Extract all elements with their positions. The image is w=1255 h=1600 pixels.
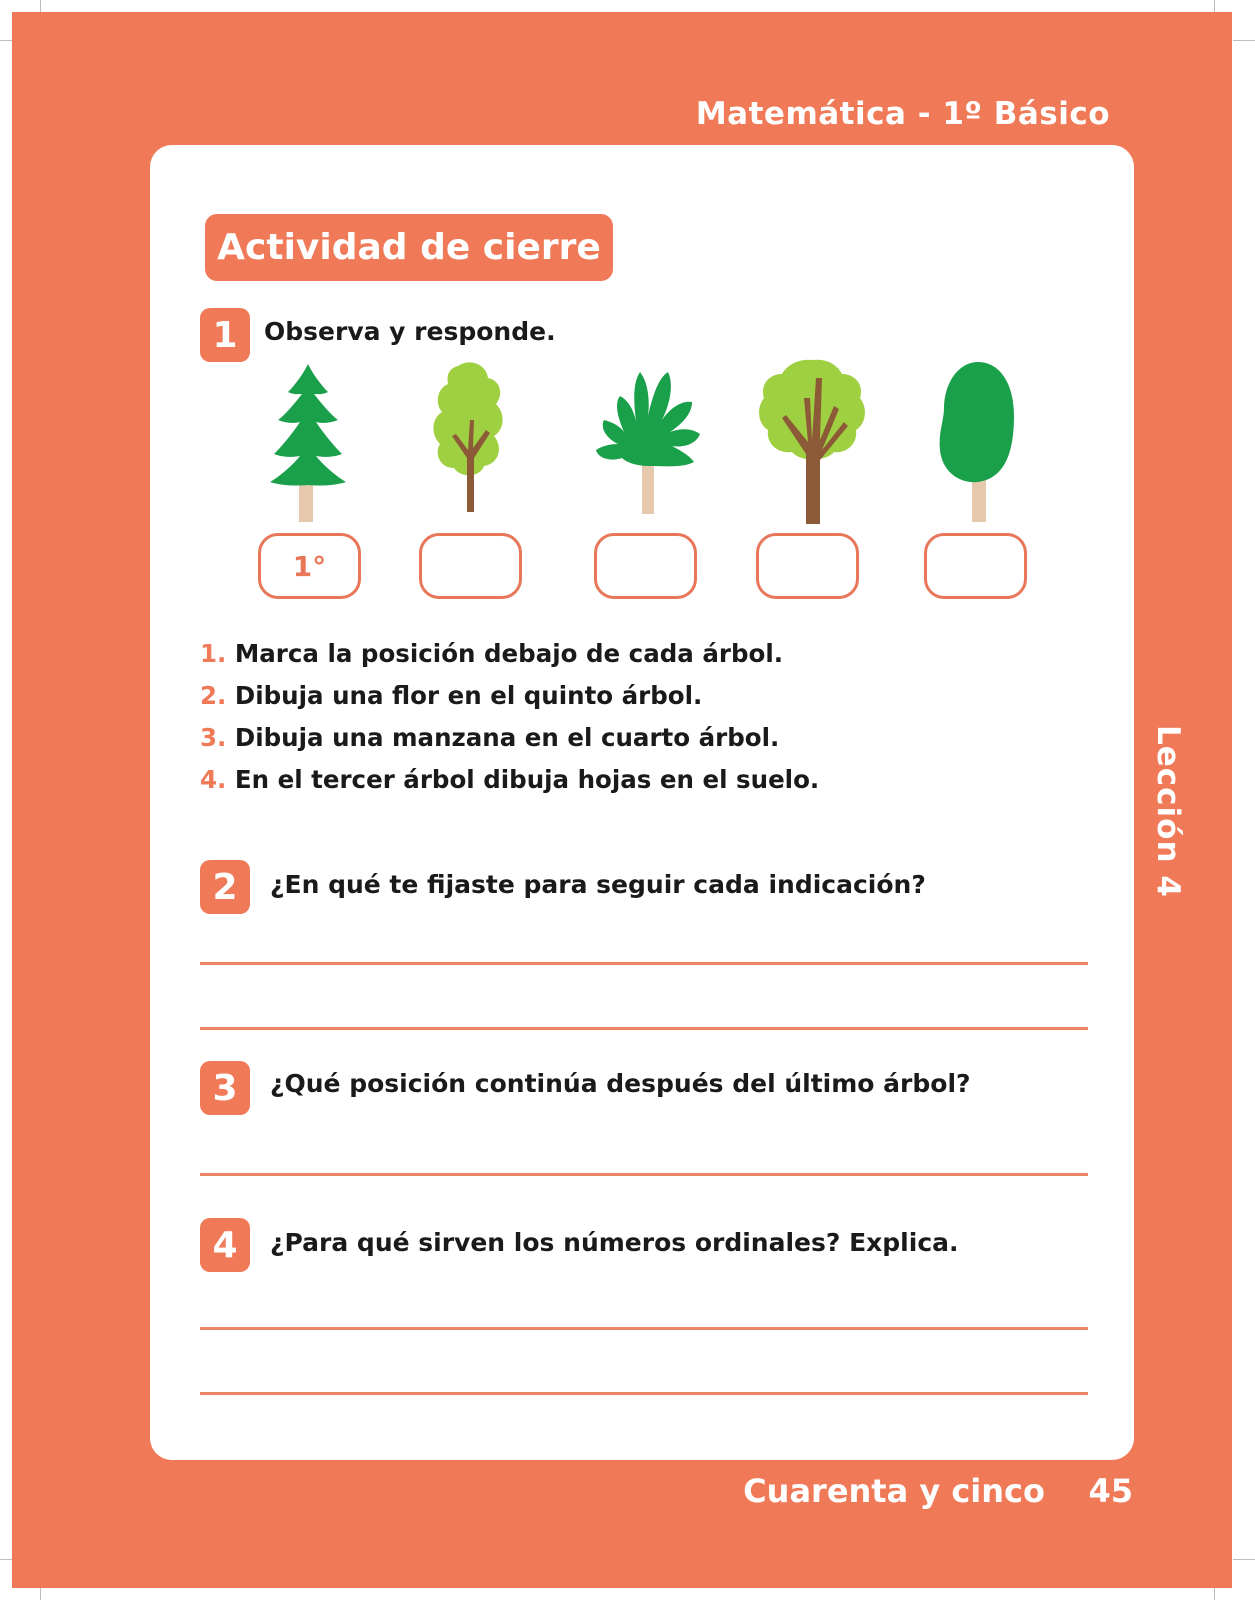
instruction-item (200, 762, 819, 804)
question-2-number: 2 (200, 860, 250, 914)
lesson-side-label: Lección 4 (1150, 725, 1186, 898)
instruction-text: Dibuja una flor en el quinto árbol. (234, 681, 703, 710)
instruction-list (200, 636, 819, 804)
position-answer-box[interactable] (419, 533, 522, 599)
question-4-text: ¿Para qué sirven los números ordinales? Explica. (270, 1228, 959, 1257)
position-answer-box[interactable] (756, 533, 859, 599)
instruction-text: Dibuja una manzana en el cuarto árbol. (234, 723, 780, 752)
oval-tree-icon (938, 360, 1018, 522)
answer-line[interactable] (200, 1327, 1088, 1330)
round-tree-icon (758, 358, 868, 524)
position-answer-box[interactable]: 1° (258, 533, 361, 599)
instruction-item (200, 720, 819, 762)
instruction-item (200, 636, 819, 678)
instruction-text: Marca la posición debajo de cada árbol. (234, 639, 784, 668)
page-number: 45 (1088, 1472, 1133, 1510)
instruction-item (200, 678, 819, 720)
crop-mark (1233, 1559, 1255, 1560)
instruction-text: En el tercer árbol dibuja hojas en el suelo. (234, 765, 820, 794)
question-1-number: 1 (200, 308, 250, 362)
question-3-number: 3 (200, 1061, 250, 1115)
question-4-number: 4 (200, 1218, 250, 1272)
answer-line[interactable] (200, 1173, 1088, 1176)
page-header-title: Matemática - 1º Básico (695, 96, 1110, 132)
instruction-number: 4. (200, 765, 227, 794)
question-2-text: ¿En qué te fijaste para seguir cada indicación? (270, 870, 926, 899)
answer-line[interactable] (200, 1027, 1088, 1030)
page-number-words: Cuarenta y cinco (743, 1472, 1045, 1510)
position-answer-box[interactable] (594, 533, 697, 599)
answer-line[interactable] (200, 1392, 1088, 1395)
pine-tree-icon (268, 362, 348, 522)
light-green-tree-icon (430, 360, 510, 520)
leafy-tree-icon (596, 362, 706, 514)
instruction-number: 3. (200, 723, 227, 752)
answer-line[interactable] (200, 962, 1088, 965)
activity-banner: Actividad de cierre (205, 214, 613, 281)
question-1-text: Observa y responde. (264, 317, 556, 346)
position-answer-box[interactable] (924, 533, 1027, 599)
instruction-number: 2. (200, 681, 227, 710)
question-3-text: ¿Qué posición continúa después del último árbol? (270, 1069, 971, 1098)
crop-mark (1233, 40, 1255, 41)
instruction-number: 1. (200, 639, 227, 668)
